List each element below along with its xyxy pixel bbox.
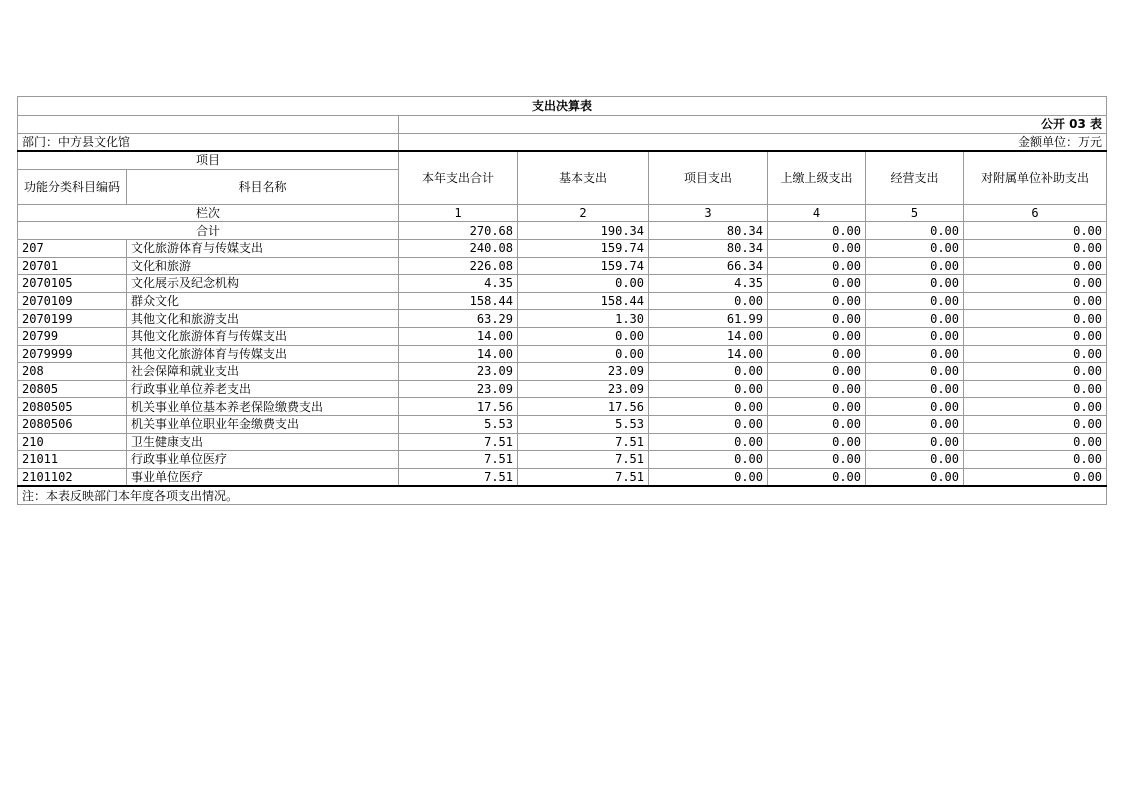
row-value: 0.00 — [866, 345, 964, 363]
row-name: 行政事业单位养老支出 — [127, 380, 399, 398]
table-row — [18, 451, 1107, 469]
row-value: 14.00 — [399, 345, 518, 363]
unit-label: 金额单位：万元 — [399, 133, 1107, 151]
row-value: 0.00 — [768, 398, 866, 416]
table-row — [18, 468, 1107, 486]
row-name: 其他文化旅游体育与传媒支出 — [127, 327, 399, 345]
code-header: 功能分类科目编码 — [18, 169, 127, 204]
row-value: 0.00 — [866, 363, 964, 381]
row-name: 机关事业单位基本养老保险缴费支出 — [127, 398, 399, 416]
row-value: 0.00 — [768, 292, 866, 310]
row-value: 7.51 — [518, 433, 649, 451]
row-name: 文化旅游体育与传媒支出 — [127, 239, 399, 257]
table-row — [18, 257, 1107, 275]
row-value: 0.00 — [866, 257, 964, 275]
row-name: 社会保障和就业支出 — [127, 363, 399, 381]
row-value: 14.00 — [399, 327, 518, 345]
total-label: 合计 — [18, 222, 399, 240]
row-name: 文化和旅游 — [127, 257, 399, 275]
table-row — [18, 433, 1107, 451]
row-value: 0.00 — [649, 363, 768, 381]
row-value: 0.00 — [768, 363, 866, 381]
row-value: 226.08 — [399, 257, 518, 275]
row-value: 0.00 — [866, 398, 964, 416]
row-value: 0.00 — [768, 345, 866, 363]
row-value: 0.00 — [964, 363, 1107, 381]
table-row — [18, 310, 1107, 328]
row-value: 14.00 — [649, 345, 768, 363]
row-value: 7.51 — [399, 451, 518, 469]
row-value: 0.00 — [518, 345, 649, 363]
row-code: 20701 — [18, 257, 127, 275]
row-value: 0.00 — [964, 433, 1107, 451]
row-value: 0.00 — [649, 415, 768, 433]
row-value: 0.00 — [866, 468, 964, 486]
row-value: 0.00 — [866, 451, 964, 469]
item-header: 项目 — [18, 151, 399, 169]
row-value: 0.00 — [964, 310, 1107, 328]
note-row — [18, 486, 1107, 504]
row-code: 2080505 — [18, 398, 127, 416]
header-row-1 — [18, 151, 1107, 169]
column-index-5: 5 — [866, 204, 964, 222]
col-header-operating: 经营支出 — [866, 151, 964, 204]
row-value: 0.00 — [866, 327, 964, 345]
table-row — [18, 415, 1107, 433]
row-value: 4.35 — [649, 275, 768, 293]
total-value: 0.00 — [866, 222, 964, 240]
row-name: 文化展示及纪念机构 — [127, 275, 399, 293]
total-value: 270.68 — [399, 222, 518, 240]
row-value: 0.00 — [866, 275, 964, 293]
row-value: 0.00 — [768, 257, 866, 275]
row-value: 0.00 — [768, 275, 866, 293]
row-value: 0.00 — [649, 433, 768, 451]
table-note: 注：本表反映部门本年度各项支出情况。 — [18, 486, 1107, 504]
row-value: 0.00 — [964, 451, 1107, 469]
row-code: 2070109 — [18, 292, 127, 310]
col-header-remit: 上缴上级支出 — [768, 151, 866, 204]
row-value: 0.00 — [518, 275, 649, 293]
column-index-1: 1 — [399, 204, 518, 222]
table-row — [18, 292, 1107, 310]
row-value: 0.00 — [866, 239, 964, 257]
row-name: 卫生健康支出 — [127, 433, 399, 451]
column-index-6: 6 — [964, 204, 1107, 222]
row-code: 2080506 — [18, 415, 127, 433]
row-value: 0.00 — [964, 327, 1107, 345]
meta-row — [18, 133, 1107, 151]
row-value: 159.74 — [518, 239, 649, 257]
row-value: 66.34 — [649, 257, 768, 275]
row-value: 63.29 — [399, 310, 518, 328]
total-row — [18, 222, 1107, 240]
row-name: 其他文化旅游体育与传媒支出 — [127, 345, 399, 363]
col-header-project: 项目支出 — [649, 151, 768, 204]
row-value: 14.00 — [649, 327, 768, 345]
row-value: 0.00 — [964, 239, 1107, 257]
row-code: 207 — [18, 239, 127, 257]
form-code: 公开 03 表 — [399, 116, 1107, 134]
row-value: 0.00 — [866, 310, 964, 328]
row-code: 2101102 — [18, 468, 127, 486]
row-name: 行政事业单位医疗 — [127, 451, 399, 469]
row-value: 0.00 — [649, 398, 768, 416]
page-title: 支出决算表 — [18, 97, 1107, 116]
row-value: 0.00 — [768, 415, 866, 433]
total-value: 190.34 — [518, 222, 649, 240]
row-value: 0.00 — [768, 327, 866, 345]
table-row — [18, 380, 1107, 398]
row-value: 0.00 — [768, 468, 866, 486]
row-value: 0.00 — [768, 451, 866, 469]
row-value: 0.00 — [964, 257, 1107, 275]
col-header-subsidy: 对附属单位补助支出 — [964, 151, 1107, 204]
row-value: 158.44 — [399, 292, 518, 310]
table-row — [18, 363, 1107, 381]
row-value: 17.56 — [518, 398, 649, 416]
row-value: 7.51 — [518, 451, 649, 469]
row-value: 7.51 — [399, 433, 518, 451]
row-code: 208 — [18, 363, 127, 381]
row-value: 0.00 — [649, 451, 768, 469]
col-header-basic: 基本支出 — [518, 151, 649, 204]
row-value: 0.00 — [964, 380, 1107, 398]
row-value: 0.00 — [866, 292, 964, 310]
row-code: 2070199 — [18, 310, 127, 328]
row-value: 0.00 — [768, 433, 866, 451]
form-code-row — [18, 116, 1107, 134]
table-row — [18, 275, 1107, 293]
row-value: 0.00 — [964, 398, 1107, 416]
column-index-row — [18, 204, 1107, 222]
row-name: 群众文化 — [127, 292, 399, 310]
row-value: 23.09 — [518, 380, 649, 398]
table-row — [18, 327, 1107, 345]
row-code: 20799 — [18, 327, 127, 345]
row-value: 23.09 — [399, 363, 518, 381]
row-value: 5.53 — [518, 415, 649, 433]
row-code: 2070105 — [18, 275, 127, 293]
row-value: 0.00 — [649, 468, 768, 486]
row-code: 210 — [18, 433, 127, 451]
name-header: 科目名称 — [127, 169, 399, 204]
expenditure-table — [17, 96, 1107, 505]
row-value: 0.00 — [768, 239, 866, 257]
row-value: 0.00 — [964, 345, 1107, 363]
row-value: 0.00 — [649, 292, 768, 310]
row-code: 20805 — [18, 380, 127, 398]
row-value: 17.56 — [399, 398, 518, 416]
row-value: 7.51 — [399, 468, 518, 486]
row-value: 0.00 — [964, 292, 1107, 310]
row-value: 5.53 — [399, 415, 518, 433]
row-name: 其他文化和旅游支出 — [127, 310, 399, 328]
row-name: 机关事业单位职业年金缴费支出 — [127, 415, 399, 433]
table-row — [18, 398, 1107, 416]
column-index-2: 2 — [518, 204, 649, 222]
row-value: 0.00 — [518, 327, 649, 345]
row-value: 23.09 — [399, 380, 518, 398]
column-index-3: 3 — [649, 204, 768, 222]
row-value: 0.00 — [964, 468, 1107, 486]
total-value: 80.34 — [649, 222, 768, 240]
form-code-spacer — [18, 116, 399, 134]
table-row — [18, 345, 1107, 363]
row-value: 159.74 — [518, 257, 649, 275]
row-name: 事业单位医疗 — [127, 468, 399, 486]
row-value: 4.35 — [399, 275, 518, 293]
column-index-label: 栏次 — [18, 204, 399, 222]
row-code: 2079999 — [18, 345, 127, 363]
row-code: 21011 — [18, 451, 127, 469]
col-header-total: 本年支出合计 — [399, 151, 518, 204]
row-value: 0.00 — [866, 433, 964, 451]
row-value: 0.00 — [768, 310, 866, 328]
row-value: 61.99 — [649, 310, 768, 328]
row-value: 158.44 — [518, 292, 649, 310]
row-value: 0.00 — [964, 415, 1107, 433]
total-value: 0.00 — [768, 222, 866, 240]
table-row — [18, 239, 1107, 257]
column-index-4: 4 — [768, 204, 866, 222]
row-value: 0.00 — [866, 415, 964, 433]
row-value: 0.00 — [964, 275, 1107, 293]
row-value: 0.00 — [768, 380, 866, 398]
title-row — [18, 97, 1107, 116]
row-value: 0.00 — [649, 380, 768, 398]
total-value: 0.00 — [964, 222, 1107, 240]
row-value: 1.30 — [518, 310, 649, 328]
row-value: 80.34 — [649, 239, 768, 257]
row-value: 0.00 — [866, 380, 964, 398]
department-label: 部门：中方县文化馆 — [18, 133, 399, 151]
row-value: 7.51 — [518, 468, 649, 486]
row-value: 240.08 — [399, 239, 518, 257]
row-value: 23.09 — [518, 363, 649, 381]
